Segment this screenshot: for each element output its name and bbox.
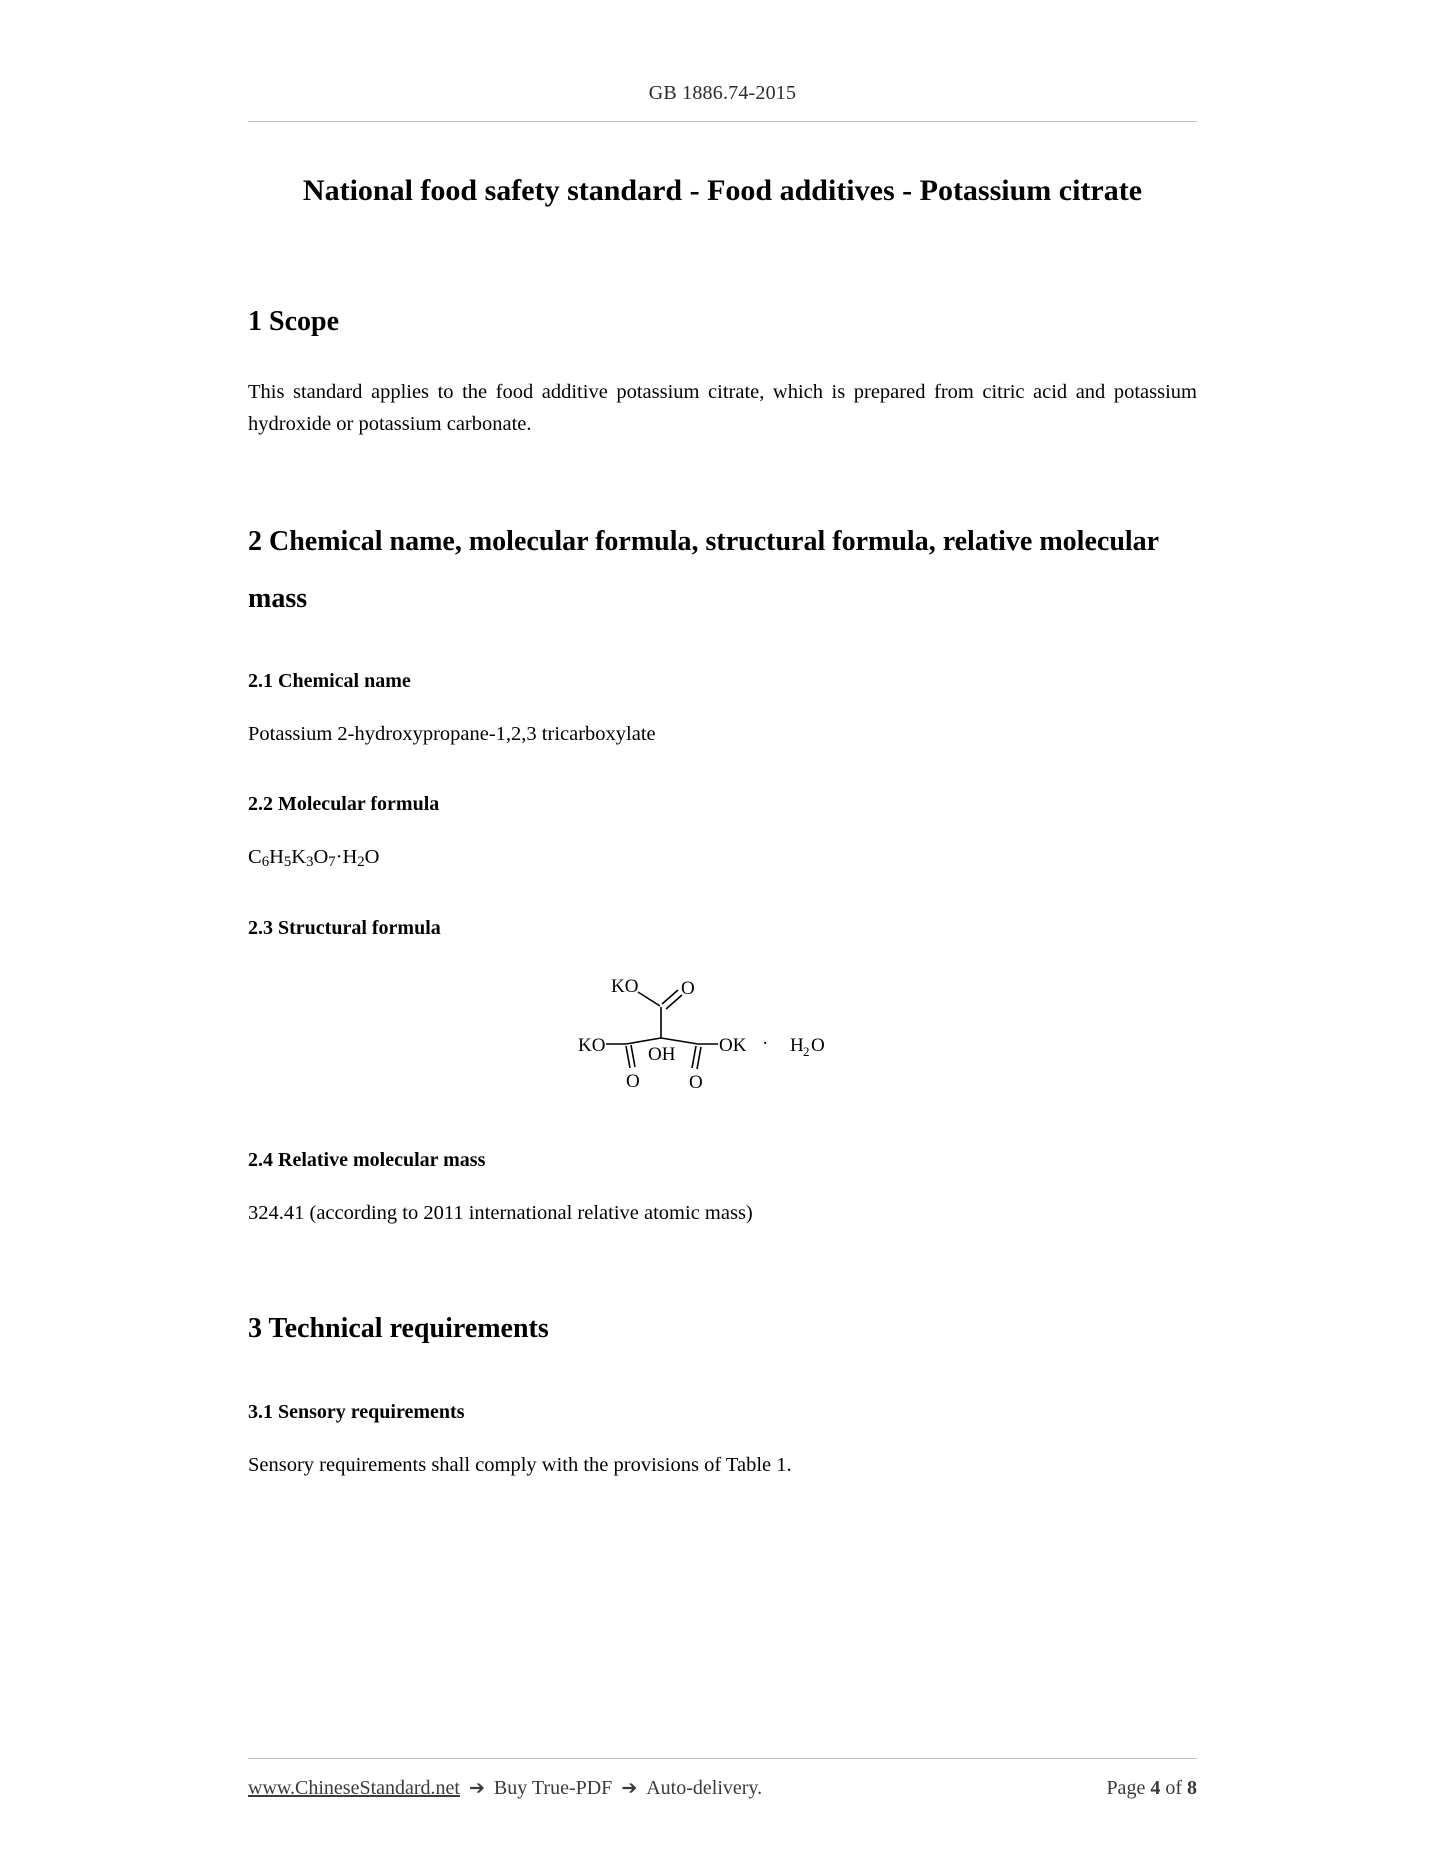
section-heading-technical: 3 Technical requirements <box>248 1313 549 1345</box>
label-left-ko: KO <box>577 1034 605 1056</box>
subsection-heading-molecular-formula: 2.2 Molecular formula <box>248 793 440 816</box>
label-top-o: O <box>680 977 695 999</box>
structural-formula-figure <box>248 976 1197 1106</box>
section-heading-scope: 1 Scope <box>248 305 339 337</box>
formula-h-count: 5 <box>283 854 292 871</box>
document-content <box>248 122 1197 1480</box>
subsection-heading-chemical-name: 2.1 Chemical name <box>248 670 411 693</box>
formula-o-count: 7 <box>328 854 336 871</box>
formula-o: O <box>313 846 329 869</box>
footer-delivery-label: Auto-delivery. <box>646 1777 763 1799</box>
arrow-icon-1: ➔ <box>469 1777 485 1799</box>
section-heading-chemical: 2 Chemical name, molecular formula, structural formula, relative molecular mass <box>248 525 1159 615</box>
label-separator-dot: · <box>761 1032 768 1054</box>
label-water-o: O <box>810 1034 825 1056</box>
page-label: Page <box>1106 1777 1146 1799</box>
molecular-formula-value <box>248 842 1197 873</box>
structural-formula-diagram <box>578 976 868 1106</box>
sensory-requirements-text: Sensory requirements shall comply with the provisions of Table 1. <box>248 1453 792 1476</box>
label-water-sub: 2 <box>802 1043 809 1059</box>
formula-water-h-count: 2 <box>357 854 365 871</box>
label-top-ko: KO <box>610 975 638 997</box>
page-footer <box>248 1758 1197 1800</box>
of-label: of <box>1165 1777 1182 1799</box>
page-number: 4 <box>1150 1777 1161 1799</box>
formula-water-h: H <box>342 846 358 869</box>
subsection-heading-sensory: 3.1 Sensory requirements <box>248 1400 465 1423</box>
page-indicator <box>1106 1777 1197 1800</box>
formula-c: C <box>248 846 262 869</box>
page-title: National food safety standard - Food additives - Potassium citrate <box>302 174 1143 207</box>
label-left-o: O <box>625 1070 640 1092</box>
footer-buy-label: Buy True-PDF <box>493 1777 613 1799</box>
chemical-name-value: Potassium 2-hydroxypropane-1,2,3 tricarboxylate <box>248 723 656 746</box>
footer-site-link[interactable]: www.ChineseStandard.net <box>248 1777 460 1799</box>
page-total: 8 <box>1187 1777 1197 1799</box>
subsection-heading-structural-formula: 2.3 Structural formula <box>248 916 441 939</box>
formula-k: K <box>291 846 307 869</box>
label-water: H <box>789 1034 804 1056</box>
label-right-o: O <box>688 1071 703 1093</box>
page-header <box>0 0 1445 105</box>
formula-c-count: 6 <box>261 854 270 871</box>
formula-h: H <box>269 846 284 869</box>
label-center-oh: OH <box>647 1043 675 1065</box>
relative-molecular-mass-value: 324.41 (according to 2011 international relative atomic mass) <box>248 1201 753 1224</box>
arrow-icon-2: ➔ <box>621 1777 638 1799</box>
formula-water-o: O <box>364 846 380 869</box>
subsection-heading-relative-molecular-mass: 2.4 Relative molecular mass <box>248 1148 486 1171</box>
formula-k-count: 3 <box>306 854 314 871</box>
formula-dot: · <box>335 846 343 869</box>
label-right-ok: OK <box>718 1034 746 1056</box>
footer-divider <box>248 1758 1197 1759</box>
scope-paragraph: This standard applies to the food additive potassium citrate, which is prepared from citric acid and potassium hydroxide or potassium carbonate. <box>248 380 1197 436</box>
standard-code: GB 1886.74-2015 <box>648 82 797 104</box>
